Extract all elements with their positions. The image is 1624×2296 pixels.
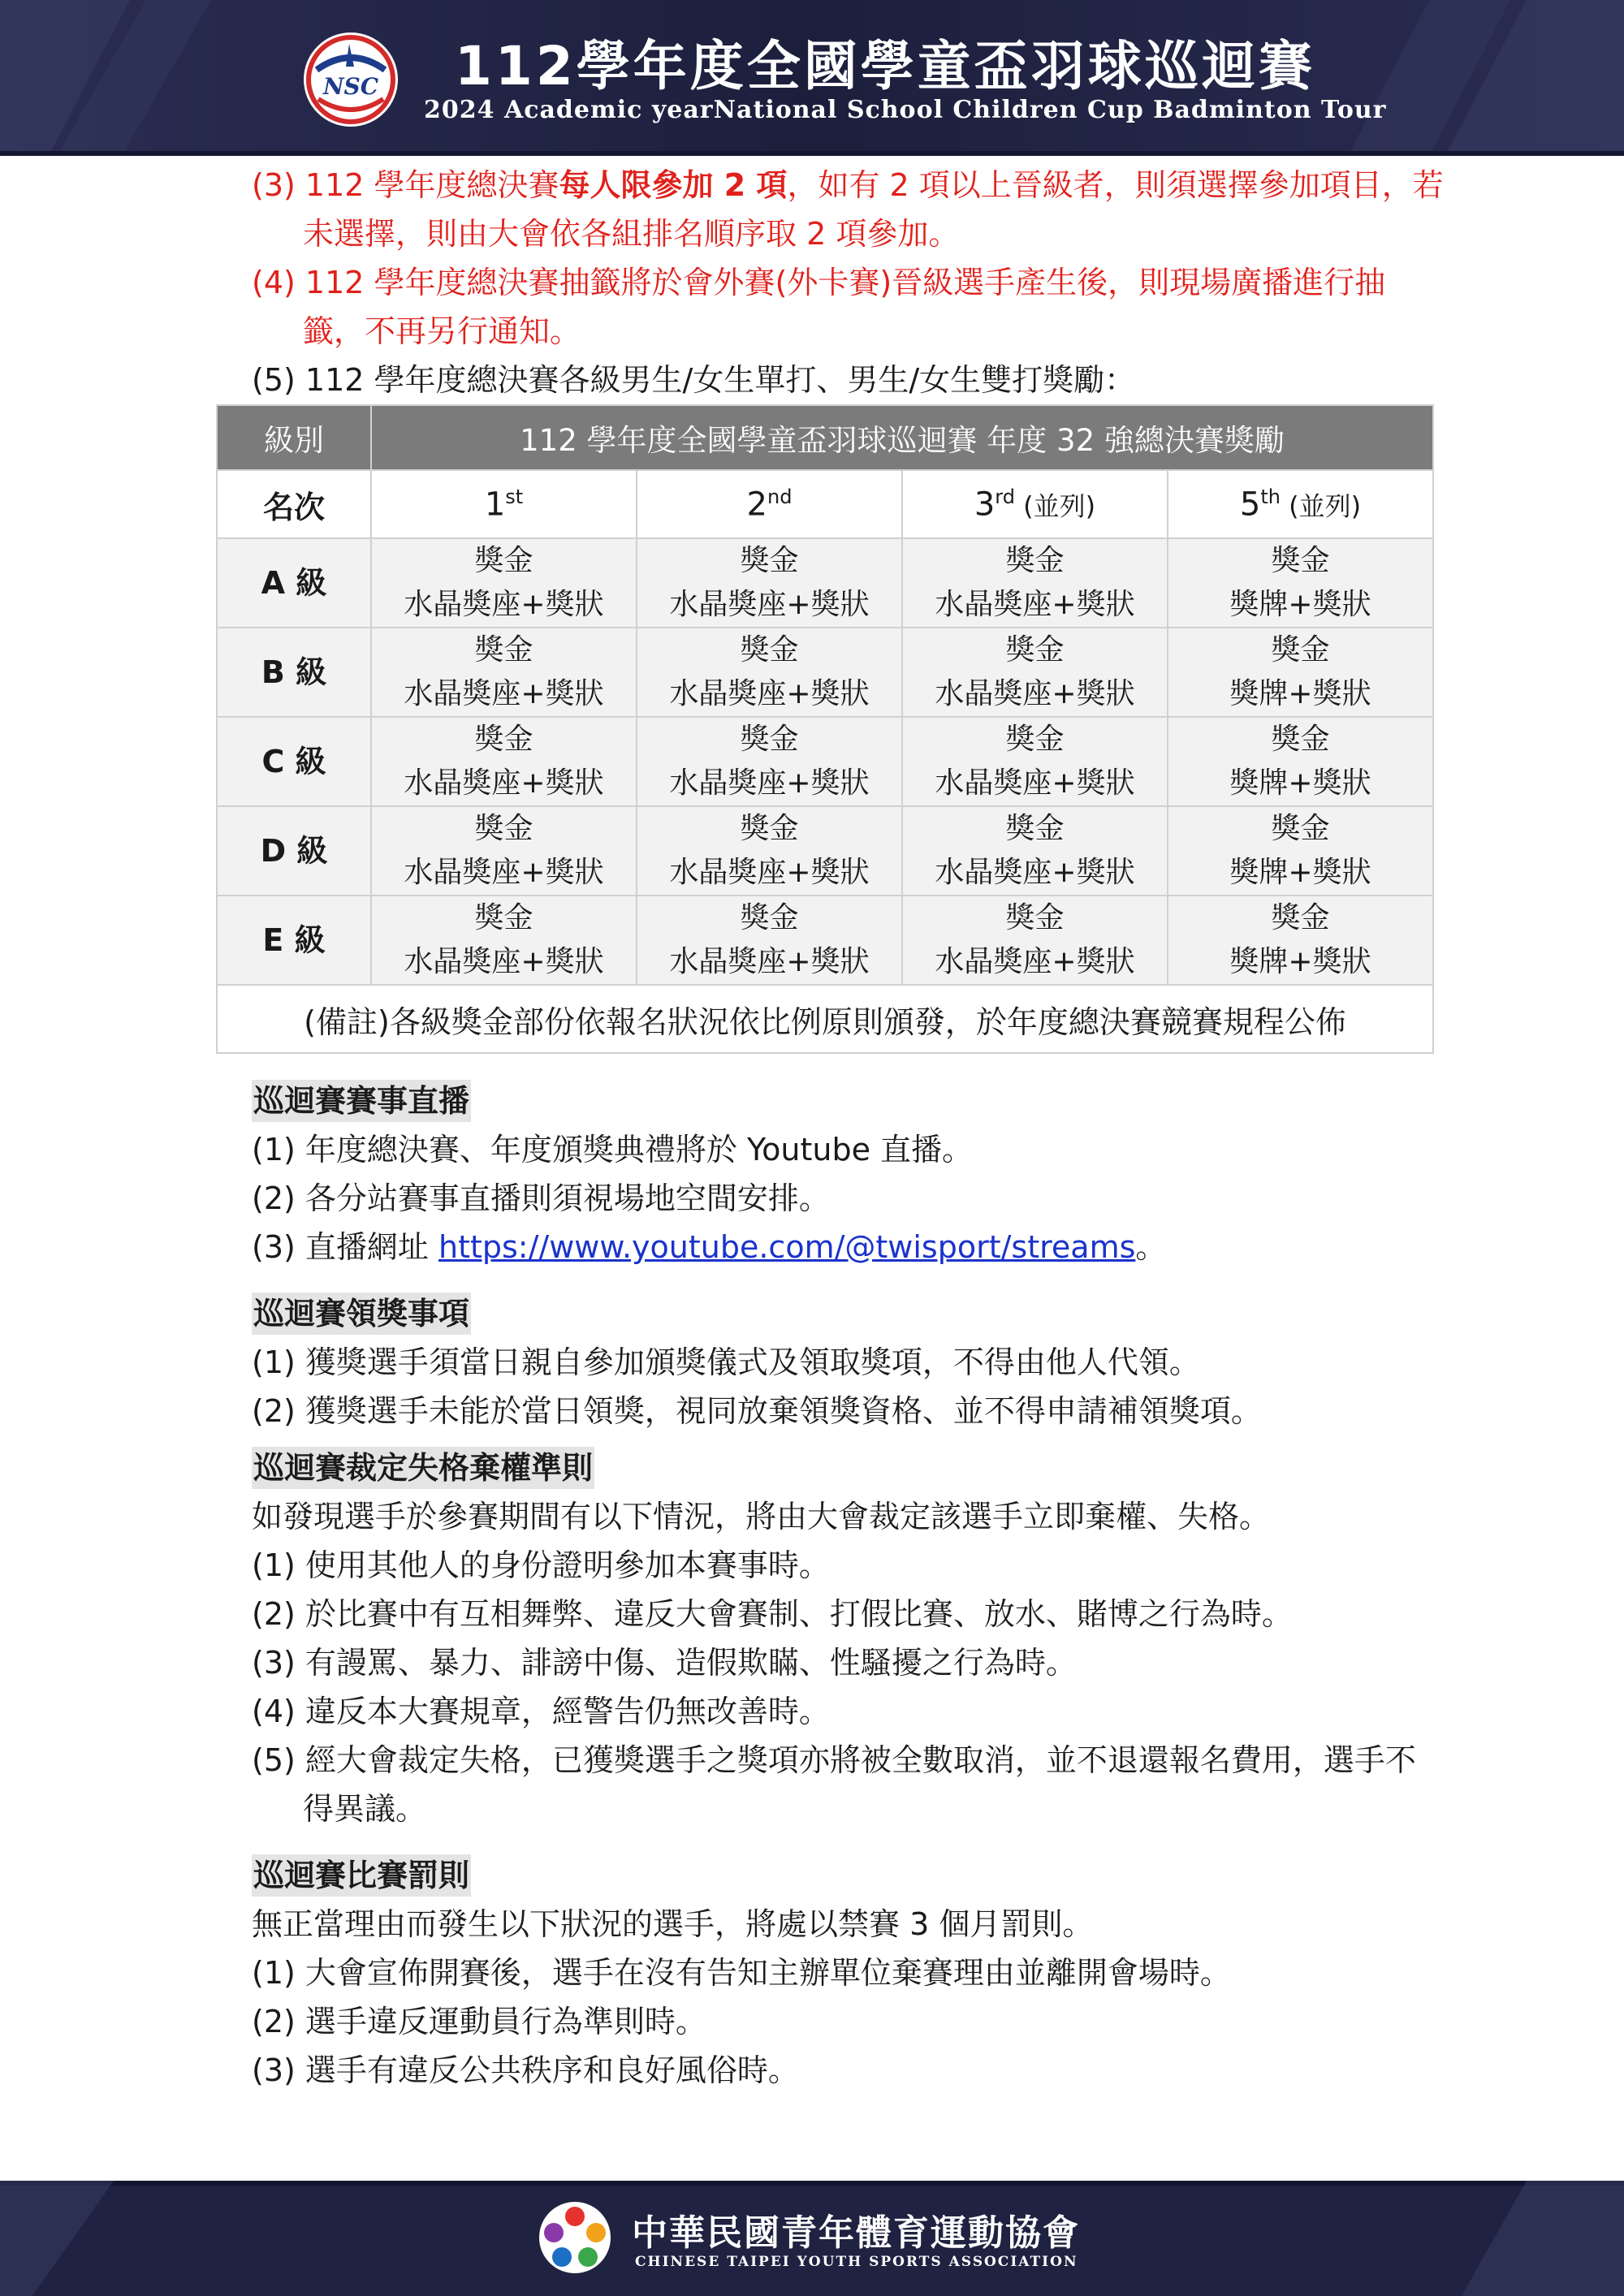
- disqualification-item-5-line2: 得異議。: [303, 1791, 427, 1827]
- prize-cell: [1168, 628, 1433, 717]
- prize-award: 水晶獎座+獎狀: [935, 677, 1135, 710]
- prize-cell: [1168, 896, 1433, 985]
- prize-money: 獎金: [474, 633, 533, 667]
- rule-item-3: [252, 161, 1502, 209]
- prize-money: 獎金: [1271, 544, 1330, 577]
- grade-name: D 級: [217, 806, 371, 896]
- grade-name: C 級: [217, 717, 371, 806]
- disqualification-title: 巡迴賽裁定失格棄權準則: [252, 1447, 594, 1489]
- prize-award: 水晶獎座+獎狀: [404, 588, 604, 621]
- rule-item-3-bold: 每人限參加 2 項: [559, 167, 788, 203]
- prize-cell: [637, 896, 902, 985]
- place-2-num: 2: [746, 486, 767, 524]
- rule-item-4: (4) 112 學年度總決賽抽籤將於會外賽(外卡賽)晉級選手產生後，則現場廣播進行抽: [252, 265, 1386, 300]
- table-rank-row: [217, 470, 1433, 538]
- penalty-title: 巡迴賽比賽罰則: [252, 1854, 471, 1897]
- prize-money: 獎金: [1005, 812, 1065, 845]
- rule-item-4-line2: 籤，不再另行通知。: [303, 313, 581, 349]
- broadcast-title: 巡迴賽賽事直播: [252, 1080, 471, 1122]
- page-title: 112學年度全國學童盃羽球巡迴賽: [455, 35, 1315, 97]
- prize-cell: [1168, 538, 1433, 628]
- prize-money: 獎金: [1005, 901, 1065, 934]
- place-3-num: 3: [974, 486, 996, 524]
- prize-cell: [371, 806, 637, 896]
- broadcast-item-3: [252, 1223, 1502, 1271]
- table-header-title: 112 學年度全國學童盃羽球巡迴賽 年度 32 強總決賽獎勵: [371, 405, 1433, 470]
- logo-text: NSC: [322, 73, 379, 100]
- prize-money: 獎金: [740, 723, 799, 756]
- nsc-logo: [300, 29, 401, 130]
- awards-title: 巡迴賽領獎事項: [252, 1293, 471, 1335]
- rules-bottom: [252, 1070, 1502, 2095]
- prize-money: 獎金: [474, 901, 533, 934]
- awards-item-2: (2) 獲獎選手未能於當日領獎，視同放棄領獎資格、並不得申請補領獎項。: [252, 1393, 1262, 1429]
- place-1: [371, 470, 637, 538]
- place-1-suffix: st: [505, 485, 524, 508]
- place-3-suffix: rd: [995, 485, 1015, 508]
- rule-item-3-line2: 未選擇，則由大會依各組排名順序取 2 項參加。: [303, 216, 960, 252]
- prize-money: 獎金: [1271, 901, 1330, 934]
- prize-award: 獎牌+獎狀: [1229, 856, 1371, 889]
- place-2: [637, 470, 902, 538]
- rank-label: 名次: [217, 470, 371, 538]
- prize-money: 獎金: [474, 544, 533, 577]
- prize-money: 獎金: [474, 723, 533, 756]
- penalty-item-2: (2) 選手違反運動員行為準則時。: [252, 2004, 706, 2039]
- page-subtitle: 2024 Academic yearNational School Children Cup Badminton Tour: [424, 96, 1387, 124]
- association-logo-icon: [536, 2199, 614, 2277]
- grade-name: A 級: [217, 538, 371, 628]
- disqualification-item-4: (4) 違反本大賽規章，經警告仍無改善時。: [252, 1694, 830, 1729]
- grade-name: E 級: [217, 896, 371, 985]
- prize-money: 獎金: [740, 544, 799, 577]
- prize-money: 獎金: [740, 901, 799, 934]
- table-note-row: [217, 985, 1433, 1053]
- prize-award: 獎牌+獎狀: [1229, 588, 1371, 621]
- rule-item-3-rest: ，如有 2 項以上晉級者，則須選擇參加項目，若: [787, 167, 1444, 203]
- prize-cell: [902, 896, 1168, 985]
- page-footer: [0, 2181, 1624, 2296]
- prize-cell: [637, 806, 902, 896]
- prize-cell: [902, 717, 1168, 806]
- prize-cell: [1168, 717, 1433, 806]
- prize-award: 水晶獎座+獎狀: [404, 945, 604, 978]
- prize-cell: [371, 538, 637, 628]
- prize-table: [216, 404, 1434, 1054]
- grade-row: [217, 896, 1433, 985]
- prize-money: 獎金: [1005, 633, 1065, 667]
- prize-award: 水晶獎座+獎狀: [404, 766, 604, 800]
- grade-row: [217, 628, 1433, 717]
- prize-award: 水晶獎座+獎狀: [404, 856, 604, 889]
- broadcast-item-2: (2) 各分站賽事直播則須視場地空間安排。: [252, 1180, 830, 1216]
- grade-rows: [217, 538, 1433, 985]
- prize-award: 水晶獎座+獎狀: [669, 677, 870, 710]
- table-header-grade: 級別: [217, 405, 371, 470]
- prize-award: 獎牌+獎狀: [1229, 677, 1371, 710]
- table-header-row: [217, 405, 1433, 470]
- prize-award: 水晶獎座+獎狀: [404, 677, 604, 710]
- prize-cell: [371, 896, 637, 985]
- prize-money: 獎金: [1271, 723, 1330, 756]
- place-3: [902, 470, 1168, 538]
- disqualification-item-5: (5) 經大會裁定失格，已獲獎選手之獎項亦將被全數取消，並不退還報名費用，選手不: [252, 1742, 1416, 1778]
- prize-award: 獎牌+獎狀: [1229, 945, 1371, 978]
- prize-award: 水晶獎座+獎狀: [669, 945, 870, 978]
- disqualification-item-3: (3) 有謾罵、暴力、誹謗中傷、造假欺瞞、性騷擾之行為時。: [252, 1645, 1077, 1681]
- prize-cell: [902, 806, 1168, 896]
- prize-money: 獎金: [740, 812, 799, 845]
- prize-cell: [371, 717, 637, 806]
- disqualification-item-1: (1) 使用其他人的身份證明參加本賽事時。: [252, 1547, 830, 1583]
- disqualification-item-2: (2) 於比賽中有互相舞弊、違反大會賽制、打假比賽、放水、賭博之行為時。: [252, 1596, 1293, 1632]
- place-1-num: 1: [484, 486, 506, 524]
- place-5-num: 5: [1239, 486, 1261, 524]
- prize-award: 水晶獎座+獎狀: [669, 588, 870, 621]
- prize-cell: [371, 628, 637, 717]
- prize-money: 獎金: [1271, 633, 1330, 667]
- grade-row: [217, 806, 1433, 896]
- prize-award: 水晶獎座+獎狀: [935, 945, 1135, 978]
- prize-cell: [902, 538, 1168, 628]
- prize-cell: [1168, 806, 1433, 896]
- prize-award: 水晶獎座+獎狀: [669, 766, 870, 800]
- prize-money: 獎金: [1005, 544, 1065, 577]
- rule-item-3-prefix: (3) 112 學年度總決賽: [252, 167, 559, 203]
- prize-award: 水晶獎座+獎狀: [669, 856, 870, 889]
- rule-item-5: (5) 112 學年度總決賽各級男生/女生單打、男生/女生雙打獎勵：: [252, 362, 1136, 398]
- penalty-intro: 無正當理由而發生以下狀況的選手，將處以禁賽 3 個月罰則。: [252, 1906, 1094, 1942]
- place-3-tie: (並列): [1014, 490, 1096, 522]
- grade-row: [217, 538, 1433, 628]
- prize-award: 水晶獎座+獎狀: [935, 766, 1135, 800]
- prize-award: 水晶獎座+獎狀: [935, 588, 1135, 621]
- page-header: [0, 0, 1624, 156]
- place-5-tie: (並列): [1280, 490, 1362, 522]
- broadcast-item-3-prefix: (3) 直播網址: [252, 1229, 438, 1265]
- place-5-suffix: th: [1260, 485, 1281, 508]
- association-name: 中華民國青年體育運動協會: [632, 2212, 1080, 2254]
- prize-award: 獎牌+獎狀: [1229, 766, 1371, 800]
- penalty-item-3: (3) 選手有違反公共秩序和良好風俗時。: [252, 2052, 799, 2088]
- prize-cell: [637, 538, 902, 628]
- rules-top: [252, 161, 1502, 404]
- prize-cell: [637, 717, 902, 806]
- disqualification-intro: 如發現選手於參賽期間有以下情況，將由大會裁定該選手立即棄權、失格。: [252, 1499, 1271, 1534]
- association-name-en: CHINESE TAIPEI YOUTH SPORTS ASSOCIATION: [635, 2254, 1078, 2270]
- grade-name: B 級: [217, 628, 371, 717]
- prize-cell: [637, 628, 902, 717]
- awards-item-1: (1) 獲獎選手須當日親自參加頒獎儀式及領取獎項，不得由他人代領。: [252, 1344, 1200, 1380]
- penalty-item-1: (1) 大會宣佈開賽後，選手在沒有告知主辦單位棄賽理由並離開會場時。: [252, 1955, 1231, 1991]
- broadcast-item-1: (1) 年度總決賽、年度頒獎典禮將於 Youtube 直播。: [252, 1132, 974, 1167]
- stream-link[interactable]: https://www.youtube.com/@twisport/streams: [438, 1229, 1136, 1265]
- broadcast-item-3-suffix: 。: [1135, 1229, 1167, 1265]
- prize-money: 獎金: [474, 812, 533, 845]
- prize-cell: [902, 628, 1168, 717]
- place-5: [1168, 470, 1433, 538]
- prize-money: 獎金: [1005, 723, 1065, 756]
- prize-money: 獎金: [1271, 812, 1330, 845]
- place-2-suffix: nd: [767, 485, 793, 508]
- grade-row: [217, 717, 1433, 806]
- prize-money: 獎金: [740, 633, 799, 667]
- prize-award: 水晶獎座+獎狀: [935, 856, 1135, 889]
- table-note: (備註)各級獎金部份依報名狀況依比例原則頒發，於年度總決賽競賽規程公佈: [217, 985, 1433, 1053]
